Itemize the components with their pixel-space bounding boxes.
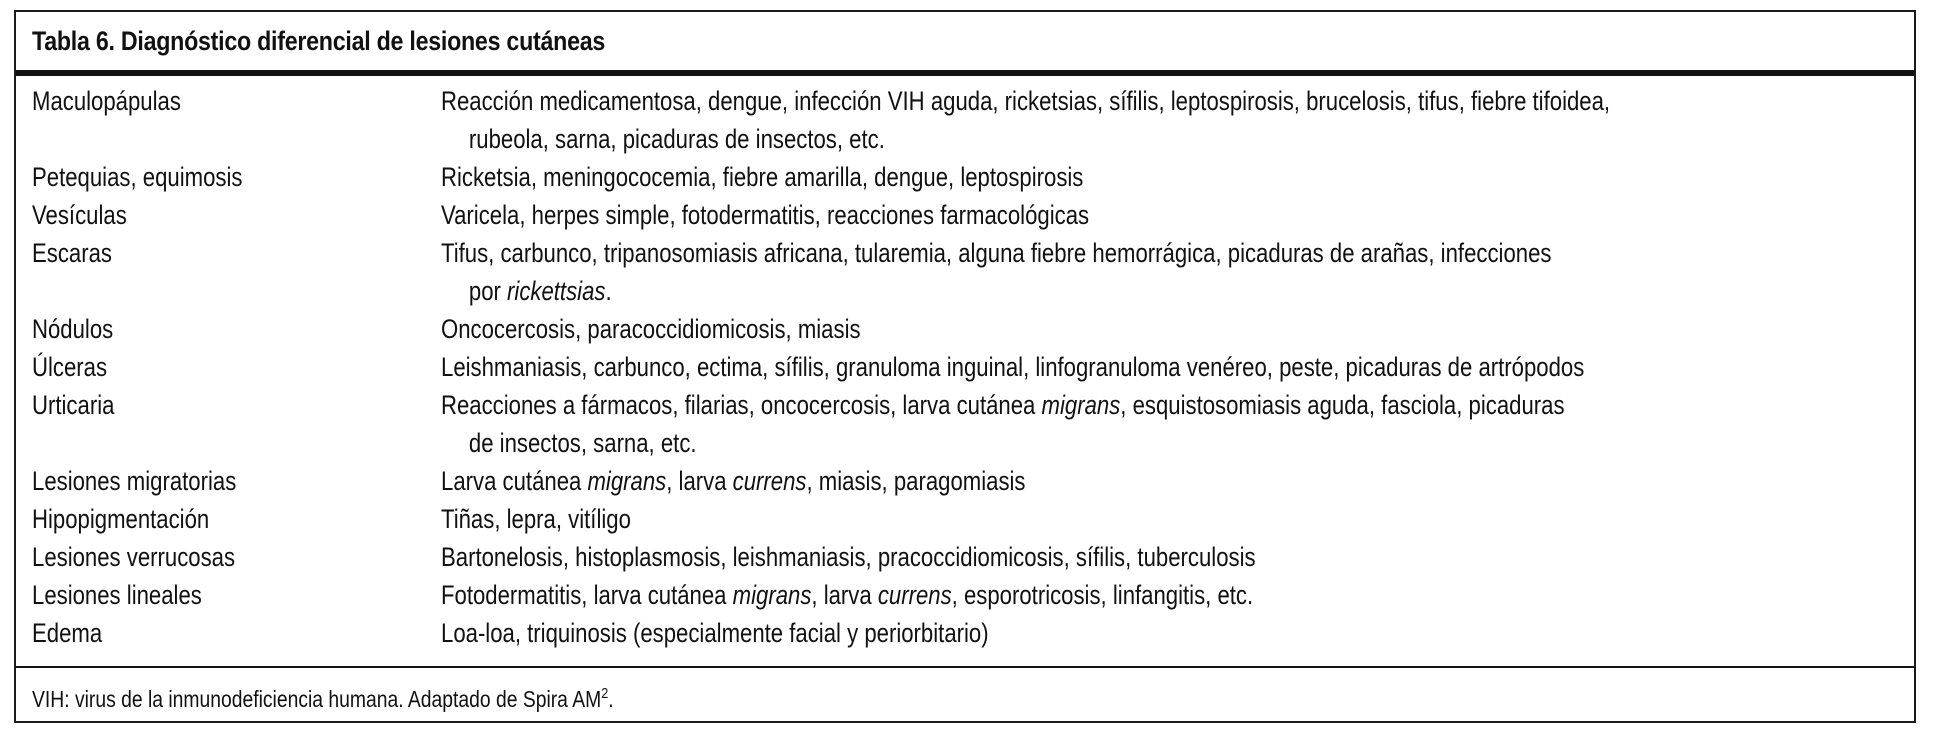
table-footnote: VIH: virus de la inmunodeficiencia humana. Adaptado de Spira $AM^2$. (32, 685, 614, 712)
table-row (32, 576, 1894, 614)
table-row (32, 500, 1894, 538)
row-description: Loa-loa, triquinosis (especialmente facial y periorbitario) (441, 618, 989, 648)
row-description: Tiñas, lepra, vitíligo (441, 504, 631, 534)
row-term: Úlceras (32, 352, 108, 382)
row-term: Petequias, equimosis (32, 162, 243, 192)
table-row (32, 462, 1894, 500)
table-row (32, 158, 1894, 196)
table-row (32, 614, 1894, 652)
row-term: Escaras (32, 238, 112, 268)
row-description: Varicela, herpes simple, fotodermatitis, reacciones farmacológicas (441, 200, 1090, 230)
row-description: Reacciones a fármacos, filarias, oncocercosis, larva cutánea migrans, esquistosomiasis aguda, fasciola, picaduras de insectos, sarna, etc. (441, 390, 1565, 458)
table-row (32, 538, 1894, 576)
row-term: Lesiones lineales (32, 580, 202, 610)
row-description: Tifus, carbunco, tripanosomiasis africana, tularemia, alguna fiebre hemorrágica, picaduras de arañas, infecciones por rickettsias. (441, 238, 1552, 306)
row-term: Hipopigmentación (32, 504, 210, 534)
footnote-reference: 2 (601, 685, 609, 702)
row-term: Lesiones migratorias (32, 466, 237, 496)
header-rule (16, 70, 1914, 76)
table-frame (14, 10, 1916, 723)
row-description: Leishmaniasis, carbunco, ectima, sífilis, granuloma inguinal, linfogranuloma venéreo, peste, picaduras de artrópodos (441, 352, 1585, 382)
row-description: Reacción medicamentosa, dengue, infección VIH aguda, ricketsias, sífilis, leptospirosis, brucelosis, tifus, fiebre tifoidea, rubeola, sarna, picaduras de insectos, etc. (441, 86, 1611, 154)
row-description: Bartonelosis, histoplasmosis, leishmaniasis, pracoccidiomicosis, sífilis, tuberculosis (441, 542, 1256, 572)
table-body (32, 82, 1894, 652)
row-term: Lesiones verrucosas (32, 542, 236, 572)
row-term: Edema (32, 618, 103, 648)
row-description: Fotodermatitis, larva cutánea migrans, larva currens, esporotricosis, linfangitis, etc. (441, 580, 1254, 610)
row-term: Vesículas (32, 200, 127, 230)
table-title: Tabla 6. Diagnóstico diferencial de lesiones cutáneas (32, 26, 606, 56)
row-description: Larva cutánea migrans, larva currens, miasis, paragomiasis (441, 466, 1026, 496)
table-row (32, 348, 1894, 386)
footer-rule (16, 666, 1914, 668)
row-term: Nódulos (32, 314, 114, 344)
table-row (32, 82, 1894, 158)
table-row (32, 310, 1894, 348)
row-description: Ricketsia, meningococemia, fiebre amarilla, dengue, leptospirosis (441, 162, 1084, 192)
row-term: Maculopápulas (32, 86, 181, 116)
row-description: Oncocercosis, paracoccidiomicosis, miasis (441, 314, 861, 344)
table-row (32, 196, 1894, 234)
table-row (32, 234, 1894, 310)
table-row (32, 386, 1894, 462)
row-term: Urticaria (32, 390, 115, 420)
